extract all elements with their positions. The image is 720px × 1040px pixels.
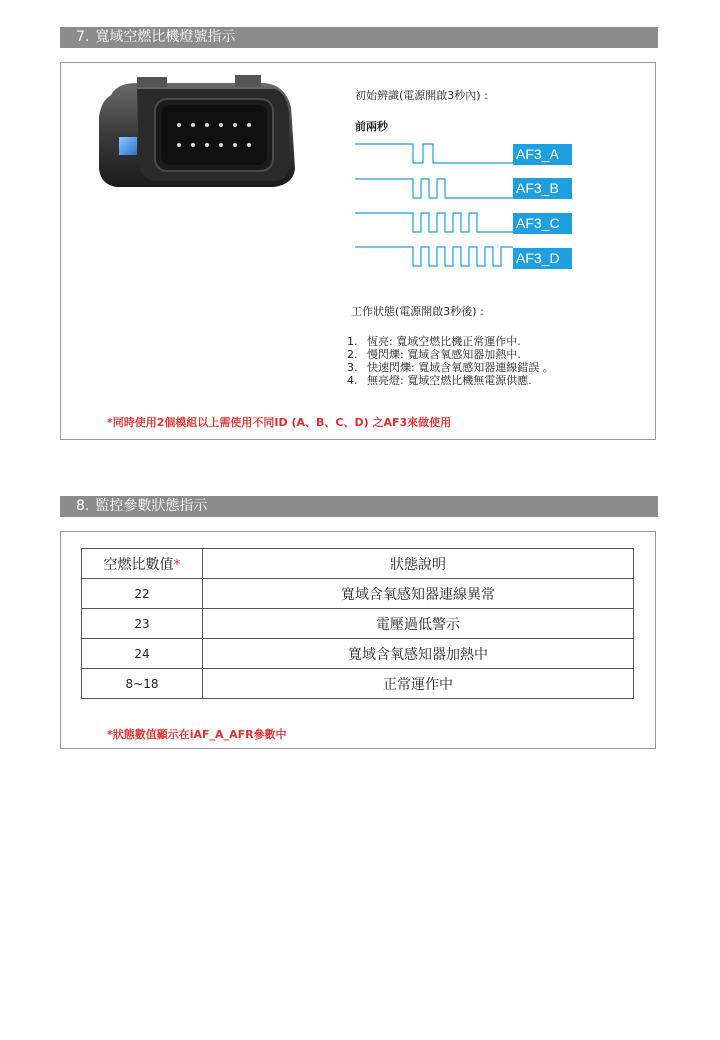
status-list xyxy=(347,335,554,387)
waveform-af3-a xyxy=(355,144,513,163)
header-afr-value: 空燃比數值* xyxy=(82,549,203,579)
table-row: 8~18 正常運作中 xyxy=(82,669,634,699)
waveform-af3-b xyxy=(355,179,513,198)
table-row: 24 寬域含氧感知器加熱中 xyxy=(82,639,634,669)
connector-image xyxy=(97,73,297,191)
af3-d-label: AF3_D xyxy=(513,248,572,269)
section-7-number: 7. xyxy=(76,29,90,45)
list-item: 1. 恆亮: 寬域空燃比機正常運作中. xyxy=(347,335,521,348)
section-7-panel xyxy=(60,62,656,440)
section-8-note: *狀態數值顯示在iAF_A_AFR參數中 xyxy=(107,728,287,741)
table-header-row xyxy=(82,549,634,579)
header-status-description: 狀態說明 xyxy=(203,549,634,579)
list-item: 3. 快速閃爍: 寬域含氧感知器連線錯誤 。 xyxy=(347,361,554,374)
table-row: 22 寬域含氧感知器連線異常 xyxy=(82,579,634,609)
section-8-number: 8. xyxy=(76,498,90,514)
first-two-seconds-label: 前兩秒 xyxy=(355,120,388,133)
section-8-title: 監控參數狀態指示 xyxy=(95,498,208,514)
section-8-panel xyxy=(60,531,656,749)
initial-identification-label: 初始辨識(電源開啟3秒內) : xyxy=(355,89,488,102)
section-7-note: *同時使用2個模組以上需使用不同ID (A、B、C、D) 之AF3來做使用 xyxy=(107,416,452,429)
status-table xyxy=(81,548,634,699)
section-7-header xyxy=(60,27,658,48)
list-item: 2. 慢閃爍: 寬域含氧感知器加熱中. xyxy=(347,348,521,361)
af3-c-label: AF3_C xyxy=(513,213,572,234)
af3-b-label: AF3_B xyxy=(513,178,572,199)
table-row: 23 電壓過低警示 xyxy=(82,609,634,639)
list-item: 4. 無亮燈: 寬域空燃比機無電源供應. xyxy=(347,374,532,387)
section-8-header xyxy=(60,496,658,517)
af3-a-label: AF3_A xyxy=(513,144,572,165)
waveform-af3-d xyxy=(355,247,513,266)
waveform-af3-c xyxy=(355,213,513,232)
work-status-label: 工作狀態(電源開啟3秒後) : xyxy=(351,305,484,318)
section-7-title: 寬域空燃比機燈號指示 xyxy=(95,29,236,45)
